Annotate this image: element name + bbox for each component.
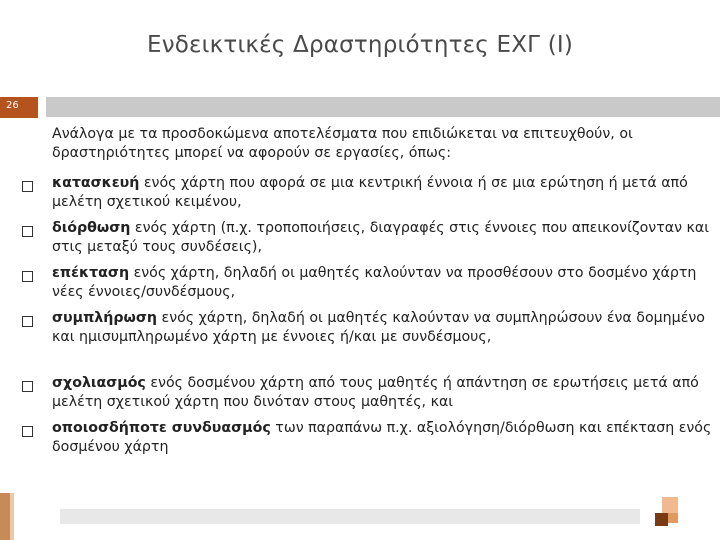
header-bar	[46, 97, 720, 117]
list-item-desc: των παραπάνω π.χ. αξιολόγηση/διόρθωση και επέκταση ενός δοσμένου χάρτη	[52, 420, 712, 455]
slide-title: Ενδεικτικές Δραστηριότητες ΕΧΓ (Ι)	[146, 32, 574, 58]
list-item-text	[52, 419, 712, 456]
left-decoration	[0, 493, 10, 540]
list-item-term: συμπλήρωση	[52, 310, 158, 326]
list-item-desc: ενός χάρτη που αφορά σε μια κεντρική έννοια ή σε μια ερώτηση ή μετά από μελέτη σχετικού κειμένου,	[52, 175, 688, 210]
slide-number-badge	[0, 97, 38, 118]
checkbox-bullet-icon	[22, 316, 33, 327]
footer-bar	[60, 509, 640, 524]
list-item-term: επέκταση	[52, 265, 130, 281]
left-decoration-light	[10, 493, 14, 540]
list-item-term: σχολιασμός	[52, 375, 146, 391]
list-item-desc: ενός χάρτη, δηλαδή οι μαθητές καλούνταν να προσθέσουν στο δοσμένο χάρτη νέες έννοιες/συνδέσμους,	[52, 265, 697, 300]
checkbox-bullet-icon	[22, 426, 33, 437]
checkbox-bullet-icon	[22, 181, 33, 192]
list-item-term: κατασκευή	[52, 175, 140, 191]
list-item-text	[52, 374, 712, 411]
list-item-text	[52, 309, 712, 346]
corner-square-dark	[655, 513, 668, 526]
list-item-text	[52, 264, 712, 301]
list-item-text	[52, 174, 712, 211]
intro-paragraph: Ανάλογα με τα προσδοκώμενα αποτελέσματα που επιδιώκεται να επιτευχθούν, οι δραστηριότητες μπορεί να αφορούν σε εργασίες, όπως:	[52, 126, 633, 161]
checkbox-bullet-icon	[22, 271, 33, 282]
list-item-desc: ενός δοσμένου χάρτη από τους μαθητές ή απάντηση σε ερωτήσεις μετά από μελέτη σχετικού χάρτη που δινόταν στους μαθητές, και	[52, 375, 699, 410]
corner-square-orange	[668, 513, 678, 523]
list-item-desc: ενός χάρτη, δηλαδή οι μαθητές καλούνταν να συμπληρώσουν ένα δομημένο και ημισυμπληρωμένο χάρτη με έννοιες ή/και με συνδέσμους,	[52, 310, 705, 345]
checkbox-bullet-icon	[22, 226, 33, 237]
list-item-text	[52, 219, 712, 256]
corner-square-light	[662, 497, 678, 513]
list-item-term: διόρθωση	[52, 220, 131, 236]
list-item-term: οποιοσδήποτε συνδυασμός	[52, 420, 271, 436]
checkbox-bullet-icon	[22, 381, 33, 392]
slide-number: 26	[6, 100, 19, 111]
list-item-desc: ενός χάρτη (π.χ. τροποποιήσεις, διαγραφές στις έννοιες που απεικονίζονταν και στις μεταξύ τους συνδέσεις),	[52, 220, 710, 255]
